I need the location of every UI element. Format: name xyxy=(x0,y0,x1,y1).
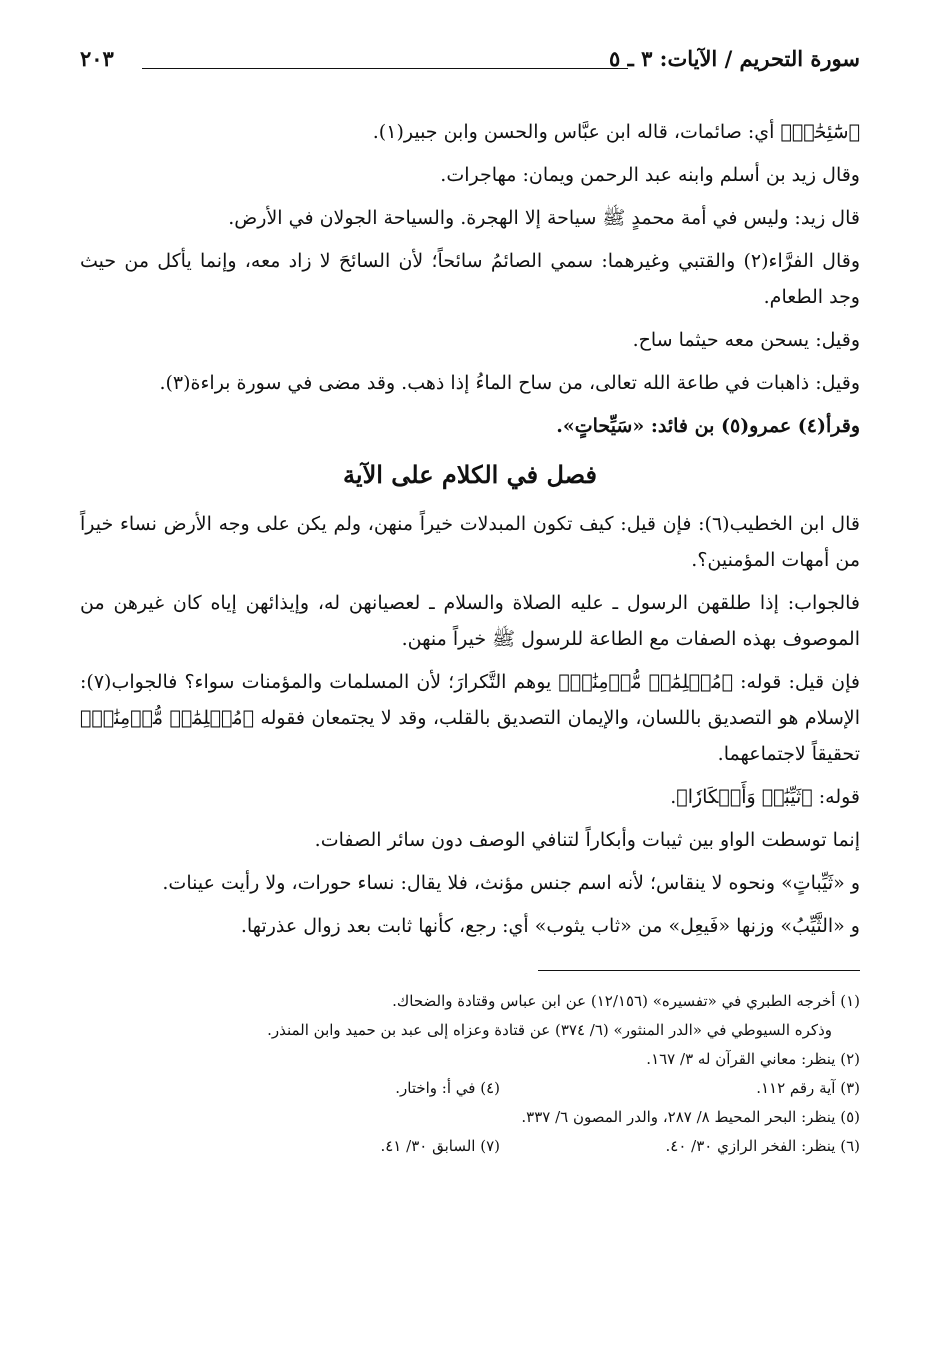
paragraph: إنما توسطت الواو بين ثيبات وأبكاراً لتنافي الوصف دون سائر الصفات. xyxy=(314,829,860,851)
footnote-7: (٧) السابق ٣٠/ ٤١. xyxy=(380,1137,500,1155)
footnote-row xyxy=(80,1074,860,1103)
paragraph: و «ثَيِّباتٍ» ونحوه لا ينقاس؛ لأنه اسم جنس مؤنث، فلا يقال: نساء حورات، ولا رأيت عينات. xyxy=(162,872,860,894)
paragraph: وقيل: يسحن معه حيثما ساح. xyxy=(632,329,860,351)
surah-title: سورة التحريم / الآيات: ٣ ـ ٥ xyxy=(609,46,860,71)
paragraph: فالجواب: إذا طلقهن الرسول ـ عليه الصلاة والسلام ـ لعصيانهن له، وإيذائهن إياه كان غيرهن من الموصوف بهذه الصفات مع الطاعة للرسول ﷺ خيراً منهن. xyxy=(80,592,860,650)
footnote-5: (٥) ينظر: البحر المحيط ٨/ ٢٨٧، والدر المصون ٦/ ٣٣٧. xyxy=(521,1108,860,1126)
section-heading: فصل في الكلام على الآية xyxy=(343,460,597,489)
paragraph: قال زيد: وليس في أمة محمدٍ ﷺ سياحة إلا الهجرة. والسياحة الجولان في الأرض. xyxy=(228,207,860,229)
footnote-2: (٢) ينظر: معاني القرآن له ٣/ ١٦٧. xyxy=(646,1050,860,1068)
footnote-4: (٤) في أ: واختار. xyxy=(395,1079,500,1097)
paragraph: فإن قيل: قوله: ﴿مُسۡلِمَٰتٖ مُّؤۡمِنَٰتٖ﴾ يوهم التَّكرارَ؛ لأن المسلمات والمؤمنات سواء؟ فالجواب(٧): الإسلام هو التصديق باللسان، والإيمان التصديق بالقلب، وقد لا يجتمعان فقوله ﴿مُسۡلِمَٰتٖ مُّؤۡمِنَٰتٖ﴾ تحقيقاً لاجتماعهما. xyxy=(80,671,860,765)
footnote-6: (٦) ينظر: الفخر الرازي ٣٠/ ٤٠. xyxy=(665,1137,860,1155)
footnote-1-continued: وذكره السيوطي في «الدر المنثور» (٦/ ٣٧٤) عن قتادة وعزاه إلى عبد بن حميد وابن المنذر. xyxy=(267,1021,832,1039)
footnote-separator xyxy=(538,970,860,971)
page-number: ٢٠٣ xyxy=(80,46,114,71)
footnote-row xyxy=(80,1132,860,1161)
paragraph: و «الثَّيِّبُ» وزنها «فَيعِل» من «ثاب يثوب» أي: رجع، كأنها ثابت بعد زوال عذرتها. xyxy=(240,915,860,937)
main-text xyxy=(80,114,860,944)
running-header xyxy=(80,40,860,80)
paragraph: وقال زيد بن أسلم وابنه عبد الرحمن ويمان: مهاجرات. xyxy=(440,164,860,186)
footnote-1: (١) أخرجه الطبري في «تفسيره» (١٢/١٥٦) عن ابن عباس وقتادة والضحاك. xyxy=(392,992,860,1010)
footnote-3: (٣) آية رقم ١١٢. xyxy=(756,1079,860,1097)
paragraph: وقال الفرَّاء(٢) والقتبي وغيرهما: سمي الصائمُ سائحاً؛ لأن السائحَ لا زاد معه، وإنما يأكل من حيث وجد الطعام. xyxy=(80,250,861,308)
paragraph-reading: وقرأ(٤) عمرو(٥) بن فائد: «سَيِّحاتٍ». xyxy=(556,415,860,437)
header-rule xyxy=(142,68,628,69)
paragraph: ﴿سَٰٓئِحَٰتٖ﴾ أي: صائمات، قاله ابن عبَّاس والحسن وابن جبير(١). xyxy=(372,121,860,143)
paragraph: قوله: ﴿ثَيِّبَٰتٖ وَأَبۡكَارٗا﴾. xyxy=(670,786,860,808)
paragraph: وقيل: ذاهبات في طاعة الله تعالى، من ساح الماءُ إذا ذهب. وقد مضى في سورة براءة(٣). xyxy=(159,372,860,394)
document-page xyxy=(80,40,860,1340)
footnotes xyxy=(80,987,860,1161)
paragraph: قال ابن الخطيب(٦): فإن قيل: كيف تكون المبدلات خيراً منهن، ولم يكن على وجه الأرض نساء خيراً من أمهات المؤمنين؟. xyxy=(80,513,860,571)
